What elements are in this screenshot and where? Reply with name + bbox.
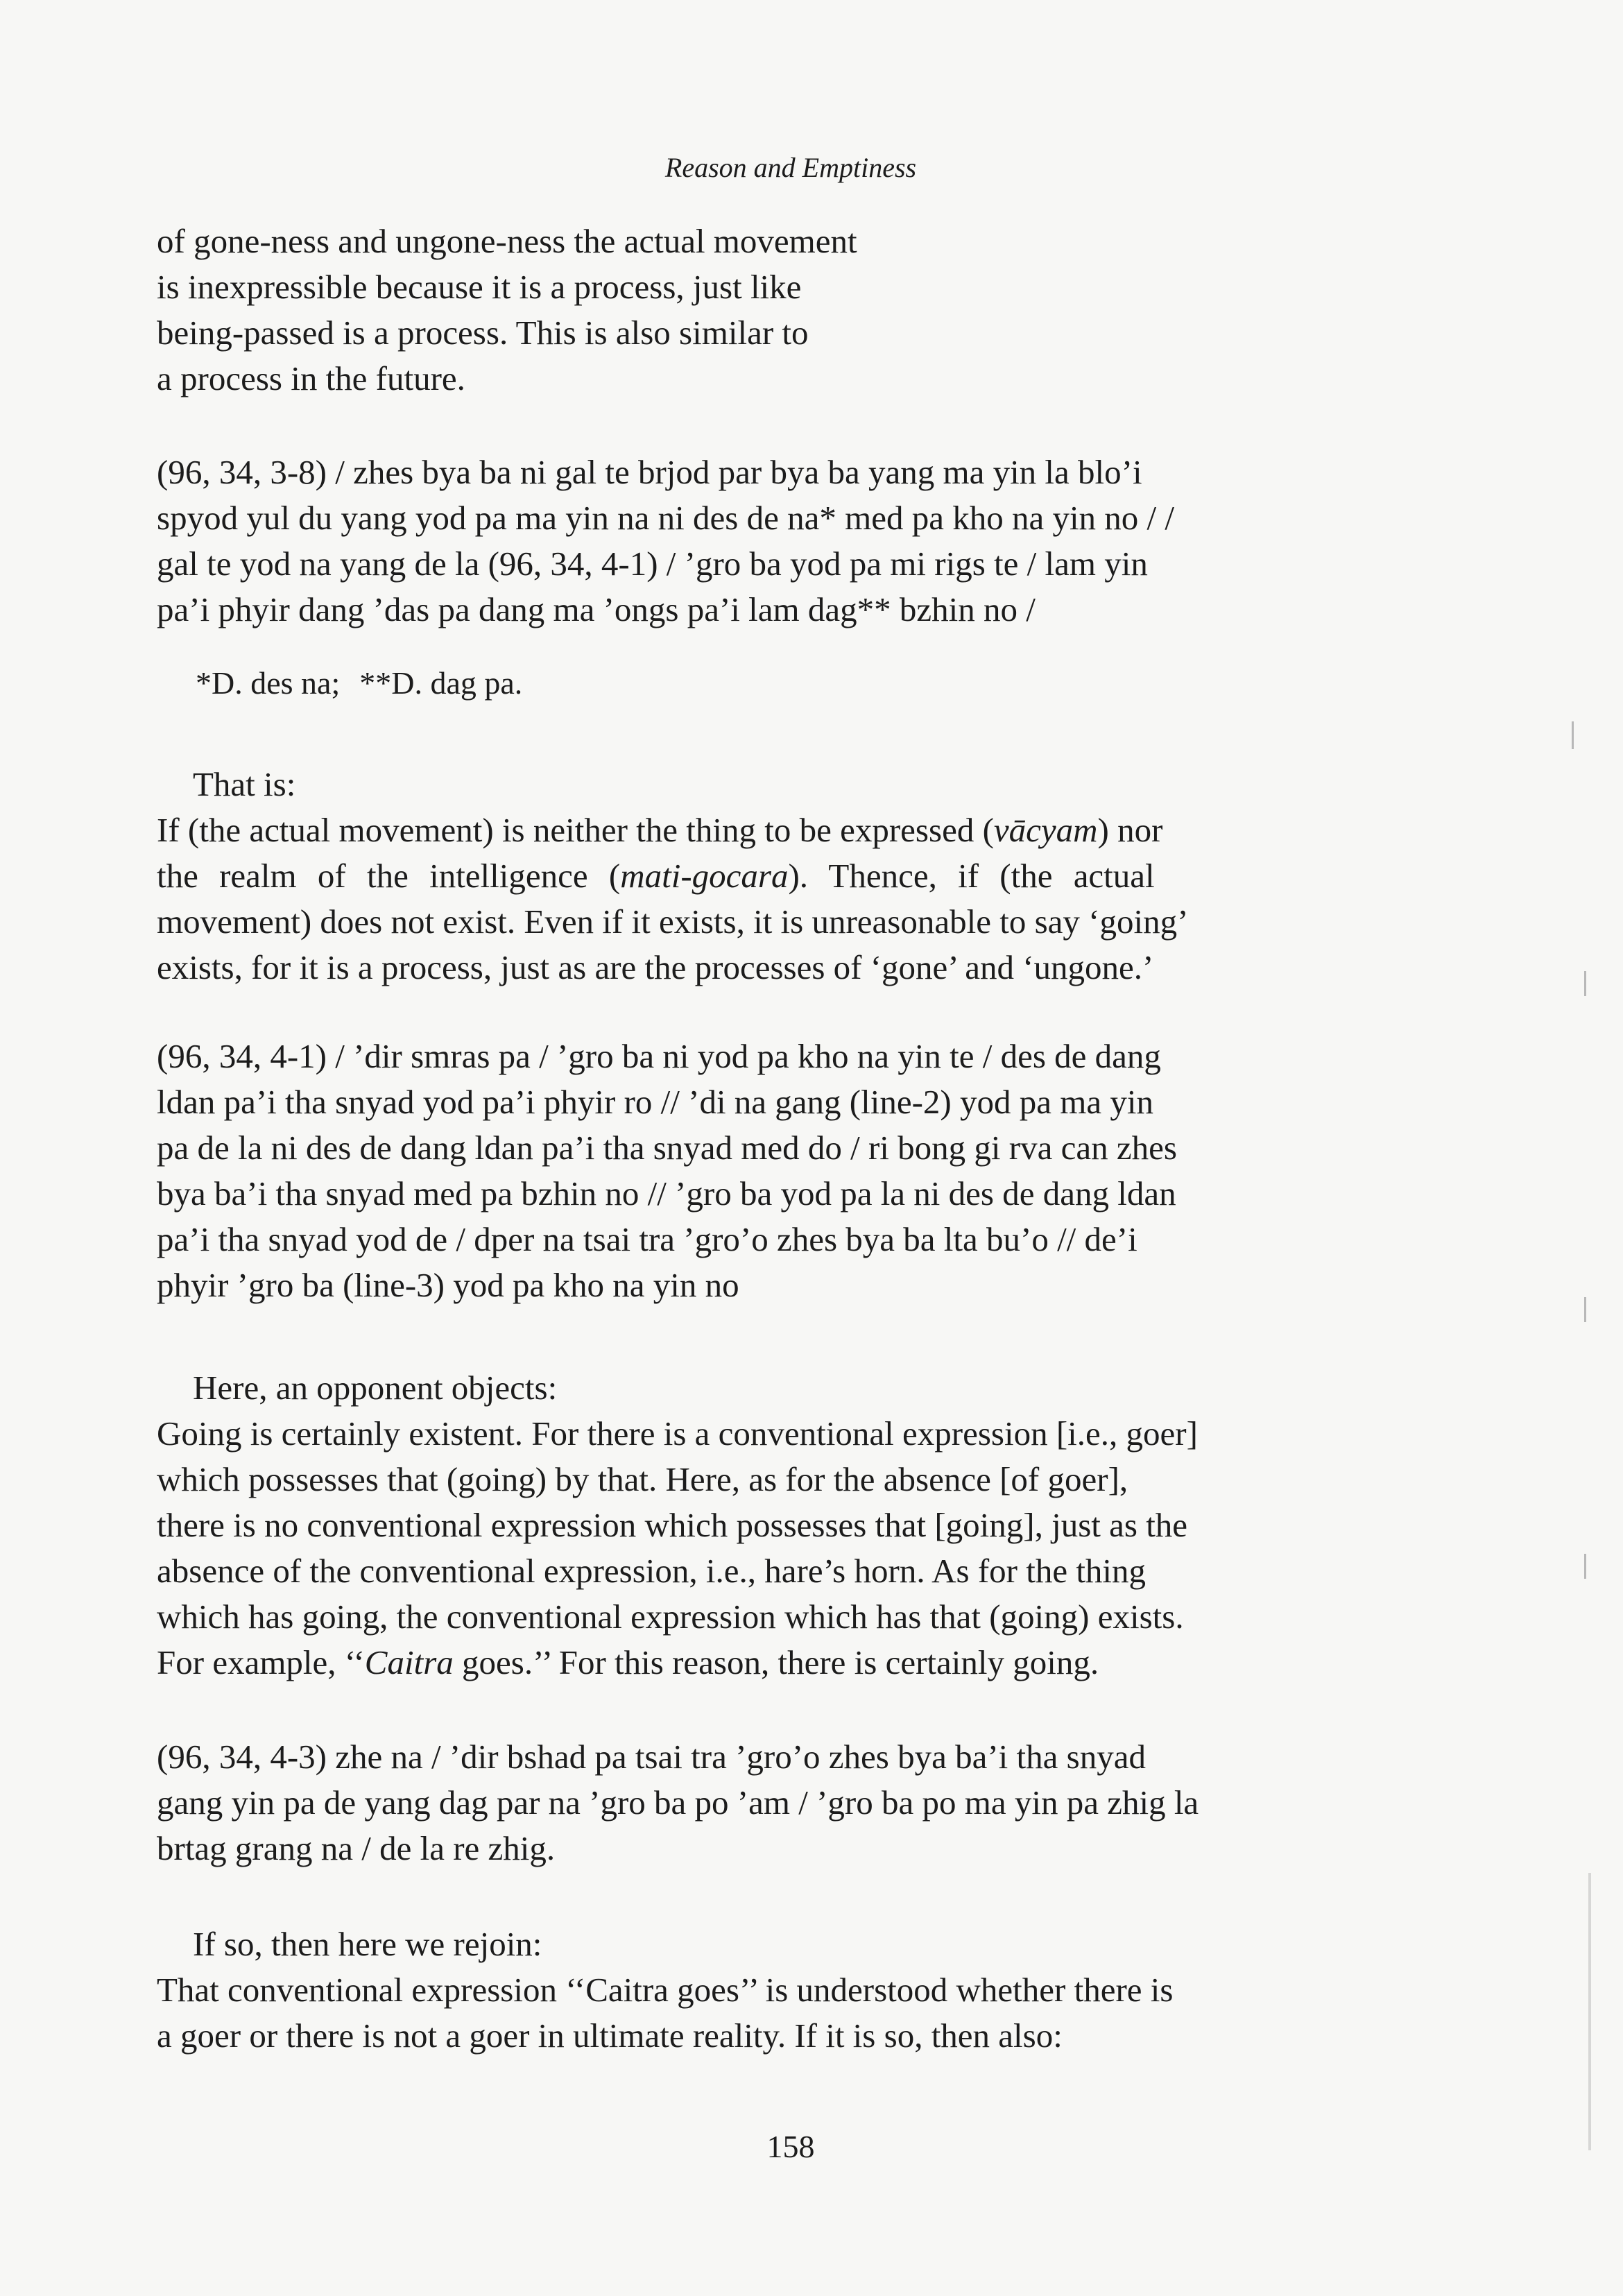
text-line: which has going, the conventional expression which has that (going) exists. bbox=[157, 1597, 1184, 1636]
tibetan-transliteration-3 bbox=[157, 1734, 1426, 1871]
text-line: movement) does not exist. Even if it exists, it is unreasonable to say ‘going’ bbox=[157, 902, 1189, 941]
translation-3 bbox=[157, 1921, 1426, 2059]
text-line: bya ba’i tha snyad med pa bzhin no // ’gro ba yod pa la ni des de dang ldan bbox=[157, 1174, 1176, 1213]
text-line: gang yin pa de yang dag par na ’gro ba po ’am / ’gro ba po ma yin pa zhig la bbox=[157, 1783, 1199, 1822]
scan-artifact bbox=[1584, 1297, 1586, 1322]
text-line: spyod yul du yang yod pa ma yin na ni des de na* med pa kho na yin no / / bbox=[157, 499, 1175, 537]
text-line: pa de la ni des de dang ldan pa’i tha snyad med do / ri bong gi rva can zhes bbox=[157, 1129, 1177, 1167]
page-number: 158 bbox=[766, 2129, 815, 2164]
variant-reading: **D. dag pa. bbox=[359, 665, 523, 701]
text-line: absence of the conventional expression, i.e., hare’s horn. As for the thing bbox=[157, 1552, 1147, 1590]
text-line: pa’i tha snyad yod de / dper na tsai tra ’gro’o zhes bya ba lta bu’o // de’i bbox=[157, 1220, 1137, 1258]
text-line: (96, 34, 3-8) / zhes bya ba ni gal te brjod par bya ba yang ma yin la blo’i bbox=[157, 453, 1142, 491]
text-line: pa’i phyir dang ’das pa dang ma ’ongs pa’i lam dag** bzhin no / bbox=[157, 590, 1036, 628]
text-line: a goer or there is not a goer in ultimate reality. If it is so, then also: bbox=[157, 2016, 1063, 2055]
variant-reading: *D. des na; bbox=[196, 665, 341, 701]
scan-artifact bbox=[1572, 721, 1574, 749]
tibetan-transliteration-2 bbox=[157, 1034, 1426, 1308]
text-line: the realm of the intelligence (mati-gocara). Thence, if (the actual bbox=[157, 857, 1155, 895]
paragraph-lead: If so, then here we rejoin: bbox=[193, 1925, 542, 1963]
text-line: For example, ‘‘Caitra goes.’’ For this reason, there is certainly going. bbox=[157, 1643, 1099, 1681]
scan-artifact bbox=[1584, 971, 1586, 996]
scan-artifact bbox=[1588, 1873, 1591, 2150]
text-line: a process in the future. bbox=[157, 359, 465, 397]
translation-1 bbox=[157, 762, 1426, 991]
text-line: If (the actual movement) is neither the thing to be expressed (vācyam) nor bbox=[157, 811, 1163, 849]
scan-artifact bbox=[1584, 1554, 1586, 1579]
text-line: gal te yod na yang de la (96, 34, 4-1) / ’gro ba yod pa mi rigs te / lam yin bbox=[157, 545, 1148, 583]
text-line: exists, for it is a process, just as are the processes of ‘gone’ and ‘ungone.’ bbox=[157, 948, 1154, 986]
text-line: which possesses that (going) by that. Here, as for the absence [of goer], bbox=[157, 1460, 1128, 1498]
running-head: Reason and Emptiness bbox=[664, 152, 917, 183]
text-line: is inexpressible because it is a process, just like bbox=[157, 268, 802, 306]
paragraph-continuation bbox=[157, 219, 1426, 402]
text-line: ldan pa’i tha snyad yod pa’i phyir ro // ’di na gang (line-2) yod pa ma yin bbox=[157, 1083, 1153, 1121]
text-line: of gone-ness and ungone-ness the actual movement bbox=[157, 222, 857, 260]
text-line: Going is certainly existent. For there is a conventional expression [i.e., goer] bbox=[157, 1414, 1198, 1453]
text-line: phyir ’gro ba (line-3) yod pa kho na yin no bbox=[157, 1266, 739, 1304]
text-line: That conventional expression ‘‘Caitra goes’’ is understood whether there is bbox=[157, 1971, 1174, 2009]
text-line: brtag grang na / de la re zhig. bbox=[157, 1829, 556, 1867]
paragraph-lead: That is: bbox=[193, 765, 296, 803]
translation-2 bbox=[157, 1365, 1426, 1686]
text-line: there is no conventional expression which possesses that [going], just as the bbox=[157, 1506, 1188, 1544]
tibetan-transliteration-1 bbox=[157, 449, 1426, 633]
text-line: (96, 34, 4-3) zhe na / ’dir bshad pa tsai tra ’gro’o zhes bya ba’i tha snyad bbox=[157, 1738, 1146, 1776]
text-line: being-passed is a process. This is also similar to bbox=[157, 314, 809, 352]
text-line: (96, 34, 4-1) / ’dir smras pa / ’gro ba ni yod pa kho na yin te / des de dang bbox=[157, 1037, 1161, 1075]
variant-readings-note bbox=[196, 662, 522, 704]
paragraph-lead: Here, an opponent objects: bbox=[193, 1369, 558, 1407]
